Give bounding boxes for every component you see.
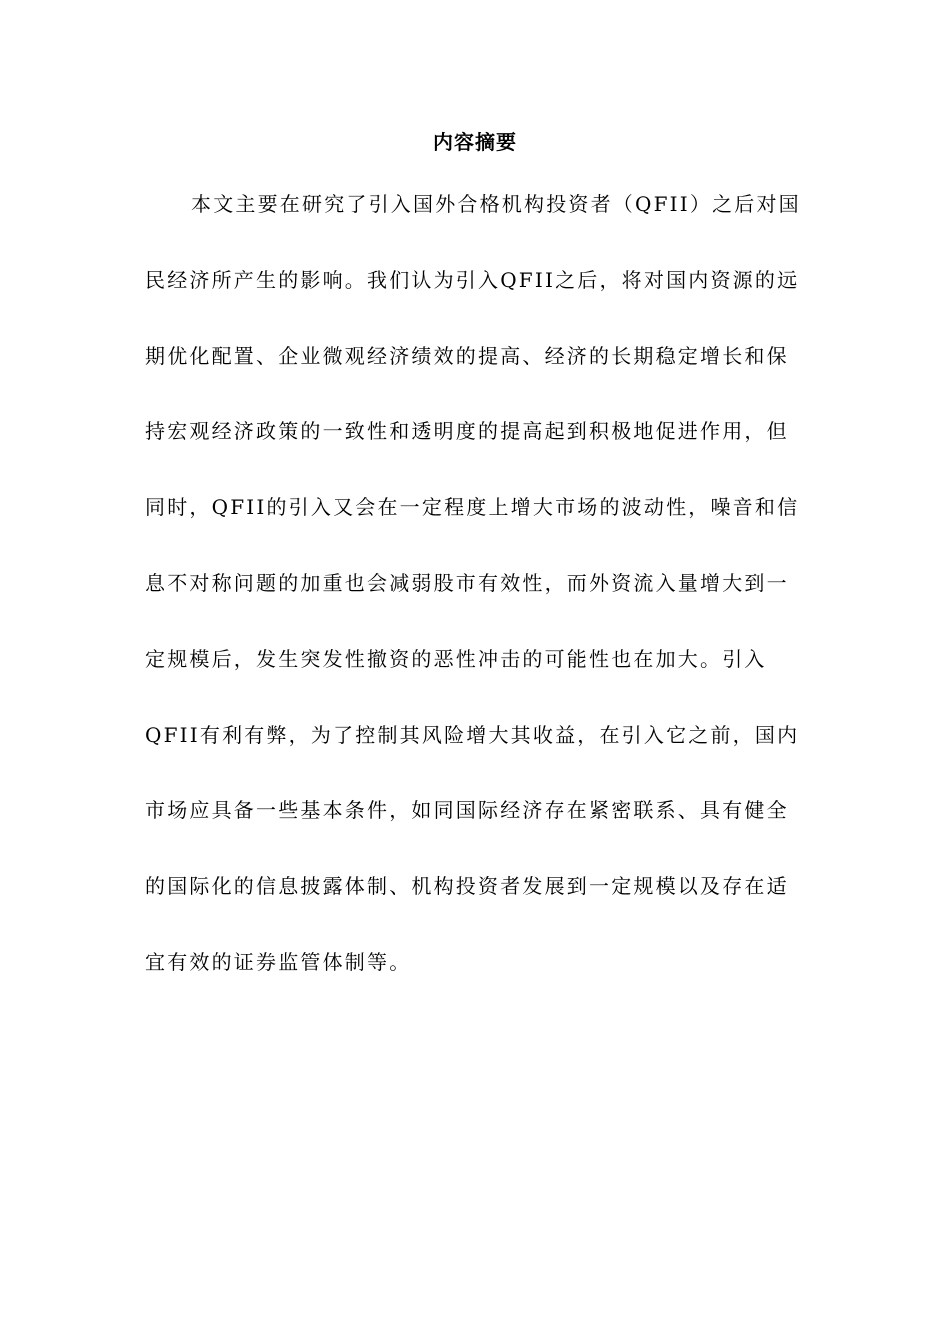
paragraph-line: 民经济所产生的影响。我们认为引入QFII之后，将对国内资源的远	[145, 267, 800, 292]
paragraph-line: 期优化配置、企业微观经济绩效的提高、经济的长期稳定增长和保	[145, 343, 789, 368]
abstract-title: 内容摘要	[433, 130, 517, 154]
abstract-paragraph	[145, 182, 805, 1016]
paragraph-line: 息不对称问题的加重也会减弱股市有效性，而外资流入量增大到一	[145, 570, 789, 595]
paragraph-line: 市场应具备一些基本条件，如同国际经济存在紧密联系、具有健全	[145, 798, 789, 823]
paragraph-line: 本文主要在研究了引入国外合格机构投资者（QFII）之后对国	[191, 192, 801, 216]
paragraph-line: 持宏观经济政策的一致性和透明度的提高起到积极地促进作用，但	[145, 419, 789, 444]
paragraph-line: 的国际化的信息披露体制、机构投资者发展到一定规模以及存在适	[145, 874, 789, 899]
paragraph-line: QFII有利有弊，为了控制其风险增大其收益，在引入它之前，国内	[145, 722, 800, 747]
paragraph-line: 定规模后，发生突发性撤资的恶性冲击的可能性也在加大。引入	[145, 646, 767, 671]
paragraph-line: 同时，QFII的引入又会在一定程度上增大市场的波动性，噪音和信	[145, 495, 800, 520]
paragraph-line: 宜有效的证券监管体制等。	[145, 949, 412, 974]
